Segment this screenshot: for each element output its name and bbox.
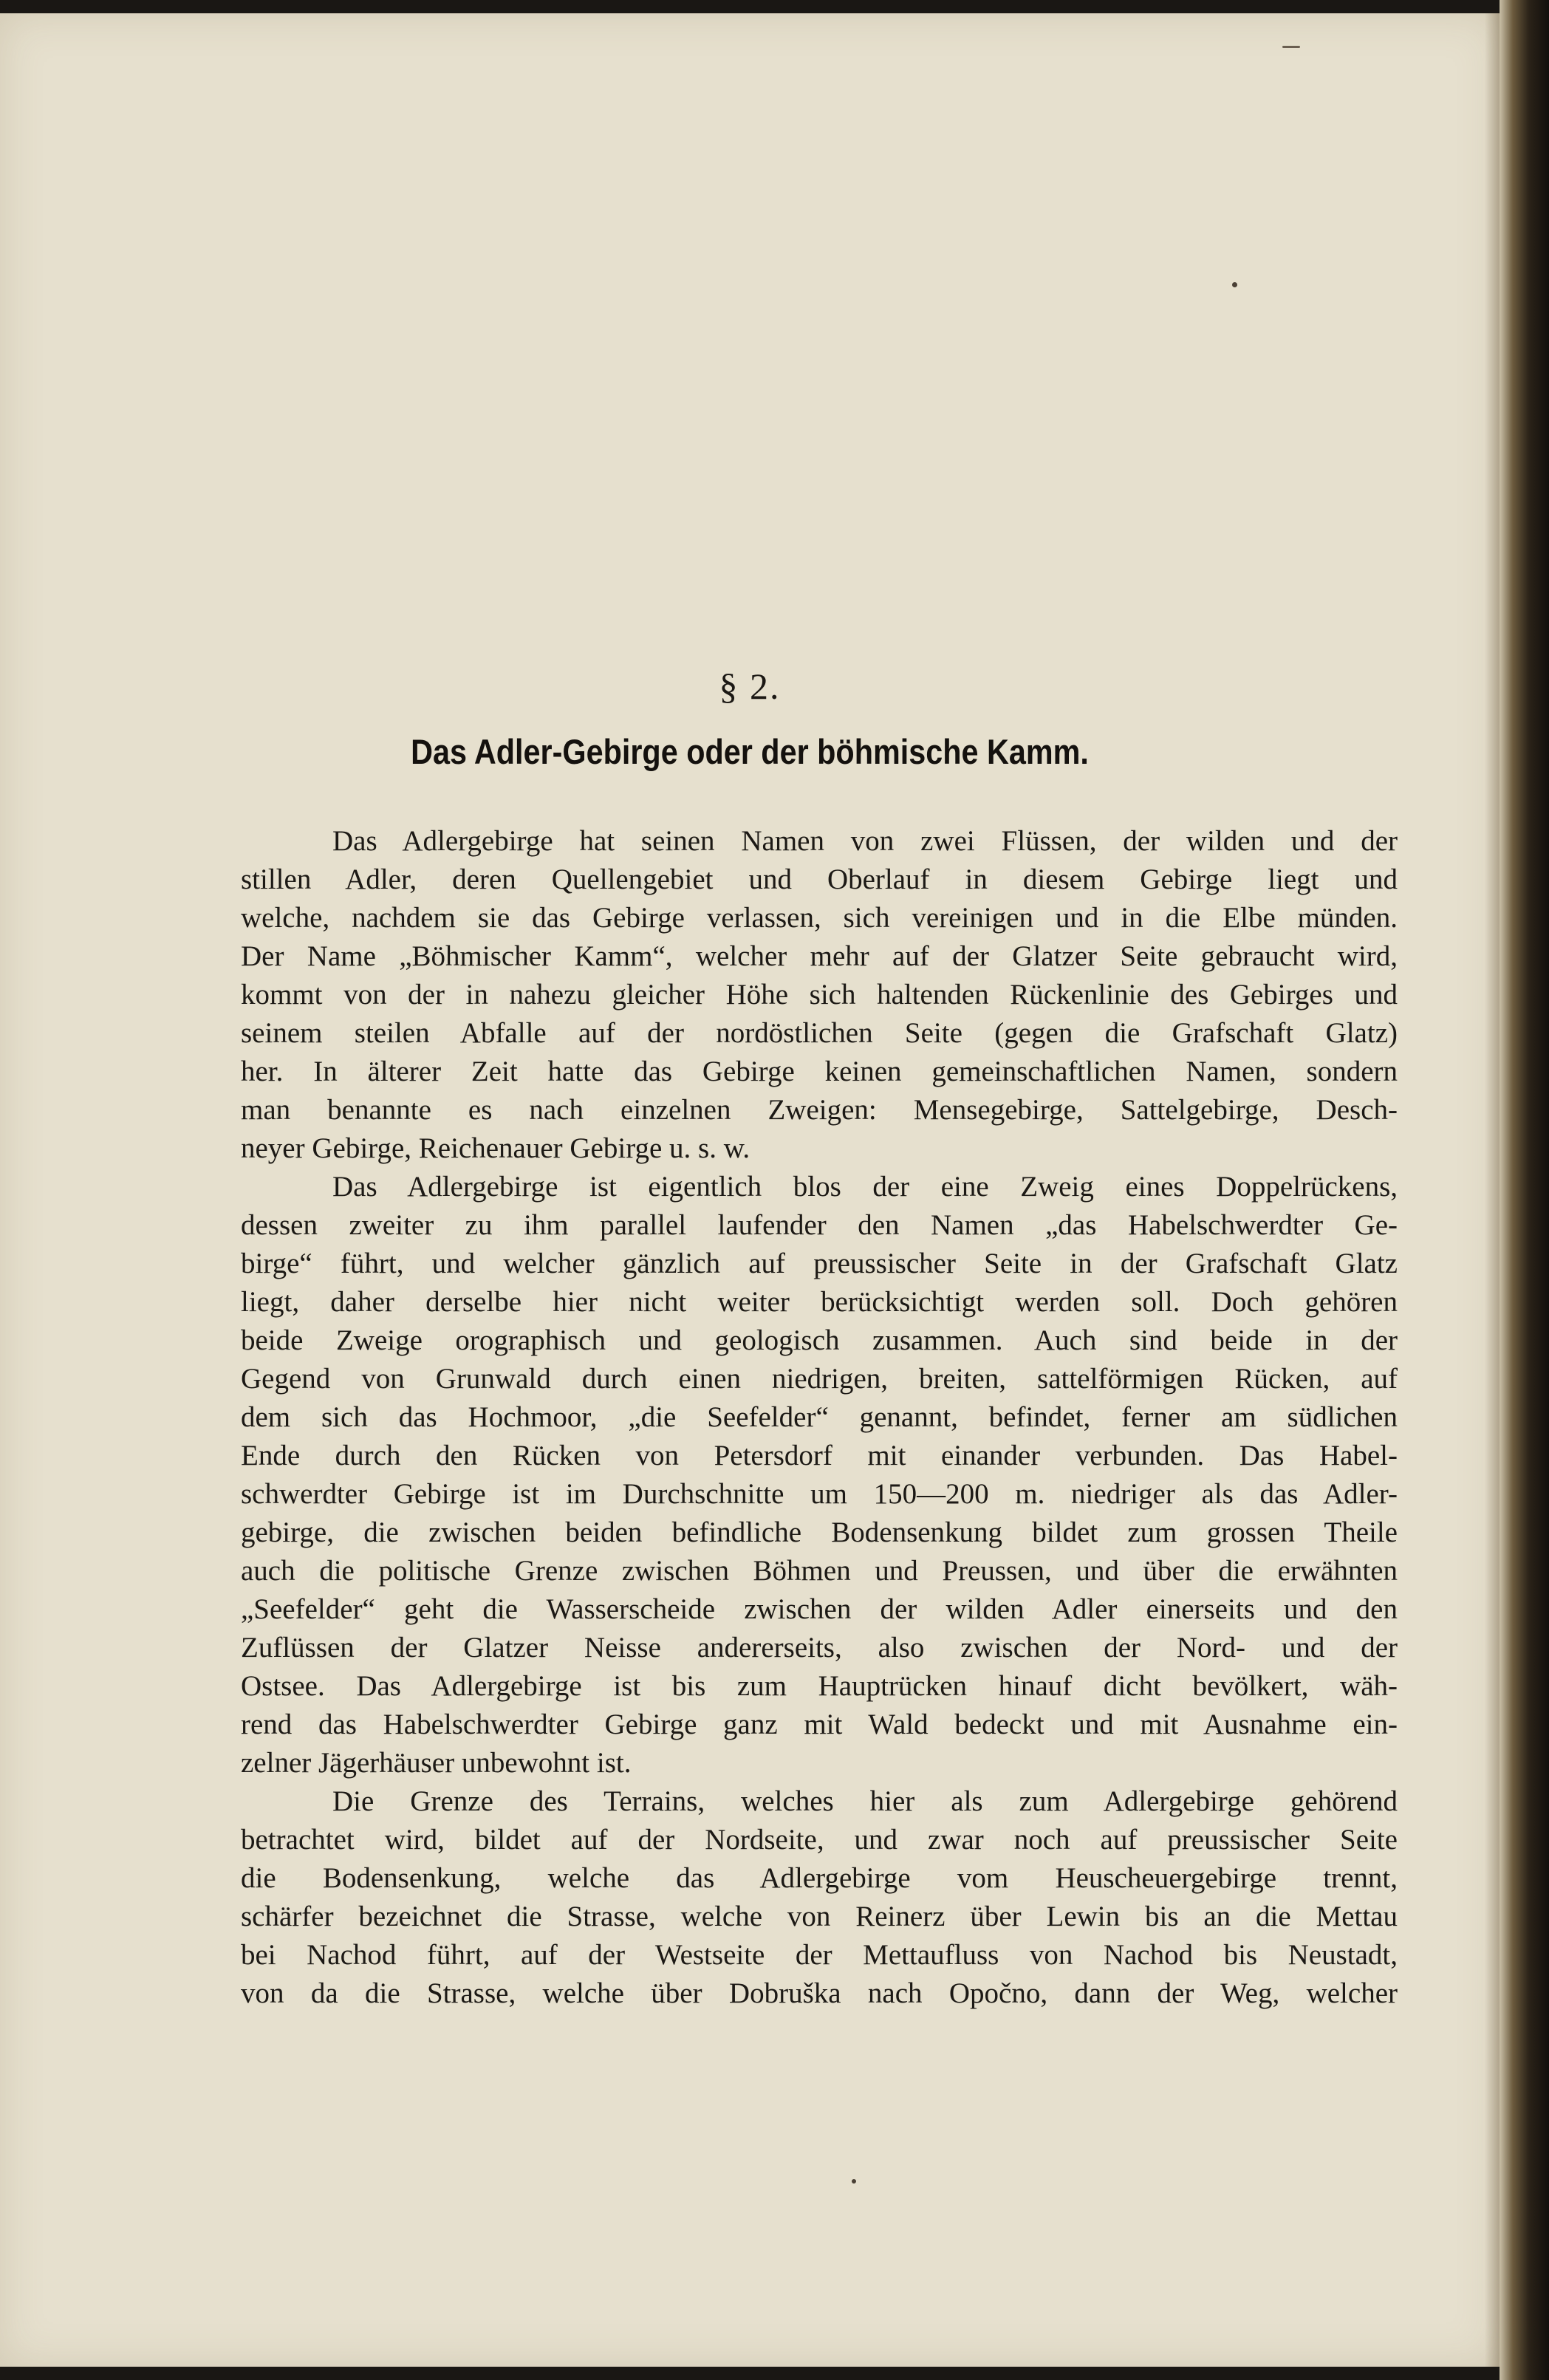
- text-line: man benannte es nach einzelnen Zweigen: Mensegebirge, Sattelgebirge, Desch-: [241, 1094, 1398, 1126]
- text-line: welche, nachdem sie das Gebirge verlassen, sich vereinigen und in die Elbe münden.: [241, 902, 1398, 934]
- text-line: liegt, daher derselbe hier nicht weiter berücksichtigt werden soll. Doch gehören: [241, 1286, 1398, 1318]
- paragraph-3: [241, 1782, 1398, 2013]
- text-line: seinem steilen Abfalle auf der nordöstlichen Seite (gegen die Grafschaft Glatz): [241, 1017, 1398, 1049]
- text-line: betrachtet wird, bildet auf der Nordseite, und zwar noch auf preussischer Seite: [241, 1824, 1398, 1856]
- text-line: rend das Habelschwerdter Gebirge ganz mit Wald bedeckt und mit Ausnahme ein-: [241, 1709, 1398, 1740]
- text-line: „Seefelder“ geht die Wasserscheide zwischen der wilden Adler einerseits und den: [241, 1593, 1398, 1625]
- text-line: Zuflüssen der Glatzer Neisse andererseits, also zwischen der Nord- und der: [241, 1632, 1398, 1663]
- text-line: schärfer bezeichnet die Strasse, welche von Reinerz über Lewin bis an die Mettau: [241, 1901, 1398, 1932]
- paragraph-2: [241, 1168, 1398, 1782]
- section-number: § 2.: [719, 666, 781, 707]
- book-binding-edge: [1500, 0, 1549, 2380]
- text-line: Das Adlergebirge ist eigentlich blos der eine Zweig eines Doppelrückens,: [332, 1171, 1398, 1203]
- text-line: Die Grenze des Terrains, welches hier als zum Adlergebirge gehörend: [332, 1785, 1398, 1817]
- text-line: zelner Jägerhäuser unbewohnt ist.: [241, 1747, 632, 1779]
- text-line: von da die Strasse, welche über Dobruška nach Opočno, dann der Weg, welcher: [241, 1977, 1398, 2009]
- text-line: Ende durch den Rücken von Petersdorf mit einander verbunden. Das Habel-: [241, 1440, 1398, 1471]
- text-line: Der Name „Böhmischer Kamm“, welcher mehr auf der Glatzer Seite gebraucht wird,: [241, 940, 1398, 972]
- section-title: Das Adler-Gebirge oder der böhmische Kamm.: [411, 732, 1089, 771]
- paper-speck: [852, 2179, 856, 2184]
- page-gutter-shadow: [1485, 13, 1500, 2367]
- text-line: die Bodensenkung, welche das Adlergebirge vom Heuscheuergebirge trennt,: [241, 1862, 1398, 1894]
- text-line: Gegend von Grunwald durch einen niedrigen, breiten, sattelförmigen Rücken, auf: [241, 1363, 1398, 1395]
- body-text: [241, 822, 1398, 2013]
- text-line: bei Nachod führt, auf der Westseite der Mettaufluss von Nachod bis Neustadt,: [241, 1939, 1398, 1971]
- paper-speck: [1282, 46, 1300, 48]
- text-line: her. In älterer Zeit hatte das Gebirge keinen gemeinschaftlichen Namen, sondern: [241, 1056, 1398, 1087]
- text-line: dessen zweiter zu ihm parallel laufender den Namen „das Habelschwerdter Ge-: [241, 1209, 1398, 1241]
- text-line: auch die politische Grenze zwischen Böhmen und Preussen, und über die erwähnten: [241, 1555, 1398, 1587]
- text-line: beide Zweige orographisch und geologisch zusammen. Auch sind beide in der: [241, 1324, 1398, 1356]
- paragraph-1: [241, 822, 1398, 1168]
- text-line: gebirge, die zwischen beiden befindliche Bodensenkung bildet zum grossen Theile: [241, 1516, 1398, 1548]
- paper-speck: [1232, 282, 1237, 287]
- text-line: stillen Adler, deren Quellengebiet und Oberlauf in diesem Gebirge liegt und: [241, 864, 1398, 895]
- text-line: Das Adlergebirge hat seinen Namen von zwei Flüssen, der wilden und der: [332, 825, 1398, 857]
- text-line: schwerdter Gebirge ist im Durchschnitte um 150—200 m. niedriger als das Adler-: [241, 1478, 1398, 1510]
- text-line: birge“ führt, und welcher gänzlich auf preussischer Seite in der Grafschaft Glatz: [241, 1248, 1398, 1279]
- text-line: kommt von der in nahezu gleicher Höhe sich haltenden Rückenlinie des Gebirges und: [241, 979, 1398, 1011]
- text-line: dem sich das Hochmoor, „die Seefelder“ genannt, befindet, ferner am südlichen: [241, 1401, 1398, 1433]
- text-line: Ostsee. Das Adlergebirge ist bis zum Hauptrücken hinauf dicht bevölkert, wäh-: [241, 1670, 1398, 1702]
- text-line: neyer Gebirge, Reichenauer Gebirge u. s. w.: [241, 1132, 750, 1164]
